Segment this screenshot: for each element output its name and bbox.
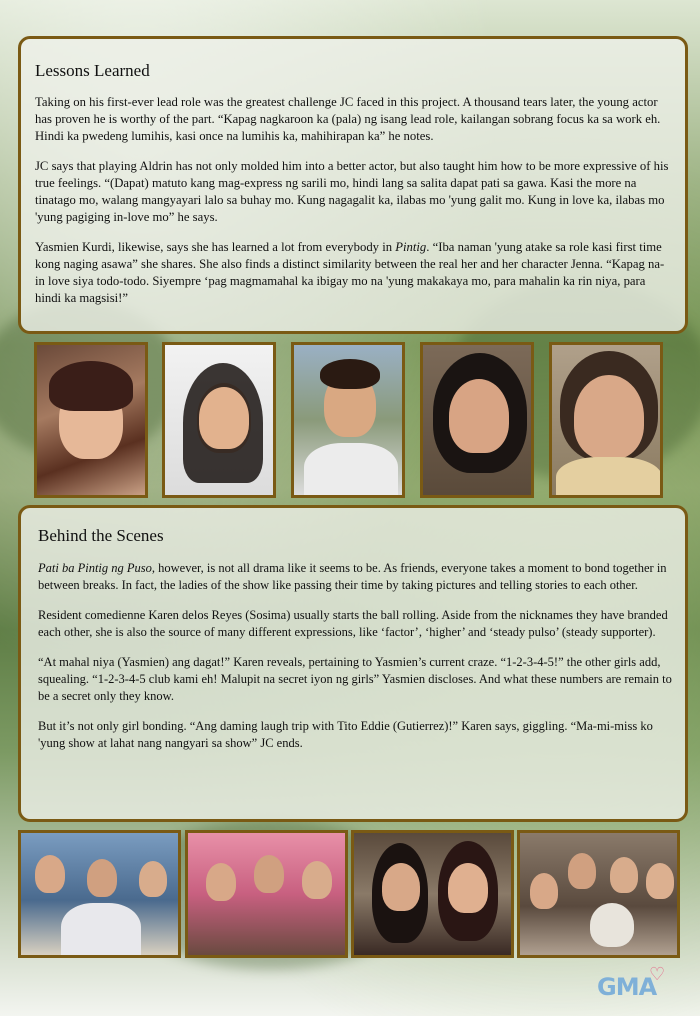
paragraph: “At mahal niya (Yasmien) ang dagat!” Karen reveals, pertaining to Yasmien’s current craze. “1-2-3-4-5!” the other girls add, squealing. “1-2-3-4-5 club kami eh! Malupit na secret iyon ng girls” Yasmien discloses. And what these numbers are remain to be a secret only they know.: [38, 655, 672, 703]
group-photo: [517, 830, 680, 958]
portrait-shape: [530, 873, 558, 909]
heart-icon: ♡: [649, 964, 666, 984]
lessons-learned-panel: [18, 36, 688, 334]
group-photo: [351, 830, 514, 958]
portrait-shape: [449, 379, 509, 453]
paragraph: But it’s not only girl bonding. “Ang daming laugh trip with Tito Eddie (Gutierrez)!” Karen says, giggling. “Ma-mi-miss ko 'yung show at lahat nang nangyari sa show” JC ends.: [38, 719, 653, 750]
cast-photo: [420, 342, 534, 498]
paragraph: [38, 560, 673, 594]
cast-photo: [291, 342, 405, 498]
portrait-shape: [448, 863, 488, 913]
shirt-shape: [556, 457, 662, 498]
portrait-shape: [302, 861, 332, 899]
hair-shape: [320, 359, 380, 389]
shirt-shape: [304, 443, 398, 498]
text-run: Yasmien Kurdi, likewise, says she has learned a lot from everybody in: [35, 240, 396, 254]
portrait-shape: [574, 375, 644, 459]
show-title: Pintig: [395, 240, 427, 254]
hair-shape: [49, 361, 133, 411]
portrait-shape: [610, 857, 638, 893]
portrait-shape: [568, 853, 596, 889]
shirt-shape: [61, 903, 141, 958]
portrait-shape: [139, 861, 167, 897]
text-run: . “Iba naman 'yung atake sa role kasi first time kong naging asawa” she shares. She also finds a distinct similarity between the real her and her character Jenna. “Kapag na-in love siya todo-todo. Siyempre ‘pag magmamahal ka ibigay mo na 'yung makakaya mo, para mahalin ka rin niya, para hindi ka magsisi!”: [35, 240, 665, 305]
cast-photo: [162, 342, 276, 498]
portrait-shape: [87, 859, 117, 897]
portrait-shape: [382, 863, 420, 911]
plush-toy-shape: [590, 903, 634, 947]
paragraph: Resident comedienne Karen delos Reyes (Sosima) usually starts the ball rolling. Aside from the nicknames they have branded each other, she is also the source of many different expressions, like ‘factor’, ‘higher’ and ‘steady pulso’ (steady supporter).: [38, 608, 668, 639]
show-title: Pati ba Pintig ng Puso: [38, 561, 152, 575]
portrait-shape: [646, 863, 674, 899]
group-photo: [18, 830, 181, 958]
group-photo: [185, 830, 348, 958]
portrait-shape: [199, 387, 249, 449]
section-title: Behind the Scenes: [38, 526, 164, 545]
cast-photo: [549, 342, 663, 498]
portrait-shape: [254, 855, 284, 893]
paragraph: [35, 239, 673, 307]
paragraph: Taking on his first-ever lead role was the greatest challenge JC faced in this project. A thousand tears later, the young actor has proven he is worthy of the part. “Kapag nagkaroon ka (pala) ng isang lead role, kailangan sobrang focus ka sa work eh. Hindi ka pwedeng lumihis, kasi once na lumihis ka, mahihirapan ka” he notes.: [35, 95, 661, 143]
portrait-shape: [206, 863, 236, 901]
cast-photo: [34, 342, 148, 498]
portrait-shape: [35, 855, 65, 893]
section-title: Lessons Learned: [35, 61, 150, 80]
behind-the-scenes-panel: [18, 505, 688, 822]
paragraph: JC says that playing Aldrin has not only molded him into a better actor, but also taught him how to be more expressive of his true feelings. “(Dapat) matuto kang mag-express ng sarili mo, hindi lang sa salita dapat pati sa gawa. Kasi the more na tinatago mo, walang mangyayari lalo sa buhay mo. Kung nagagalit ka, ilabas mo 'yung galit mo. Kung in love ka, ilabas mo 'yung pagiging in-love mo” he says.: [35, 159, 669, 224]
gma-logo: GMA: [597, 973, 657, 1001]
text-run: , however, is not all drama like it seems to be. As friends, everyone takes a moment to bond together in between breaks. In fact, the ladies of the show like passing their time by taking pictures and telling stories to each other.: [38, 561, 667, 592]
